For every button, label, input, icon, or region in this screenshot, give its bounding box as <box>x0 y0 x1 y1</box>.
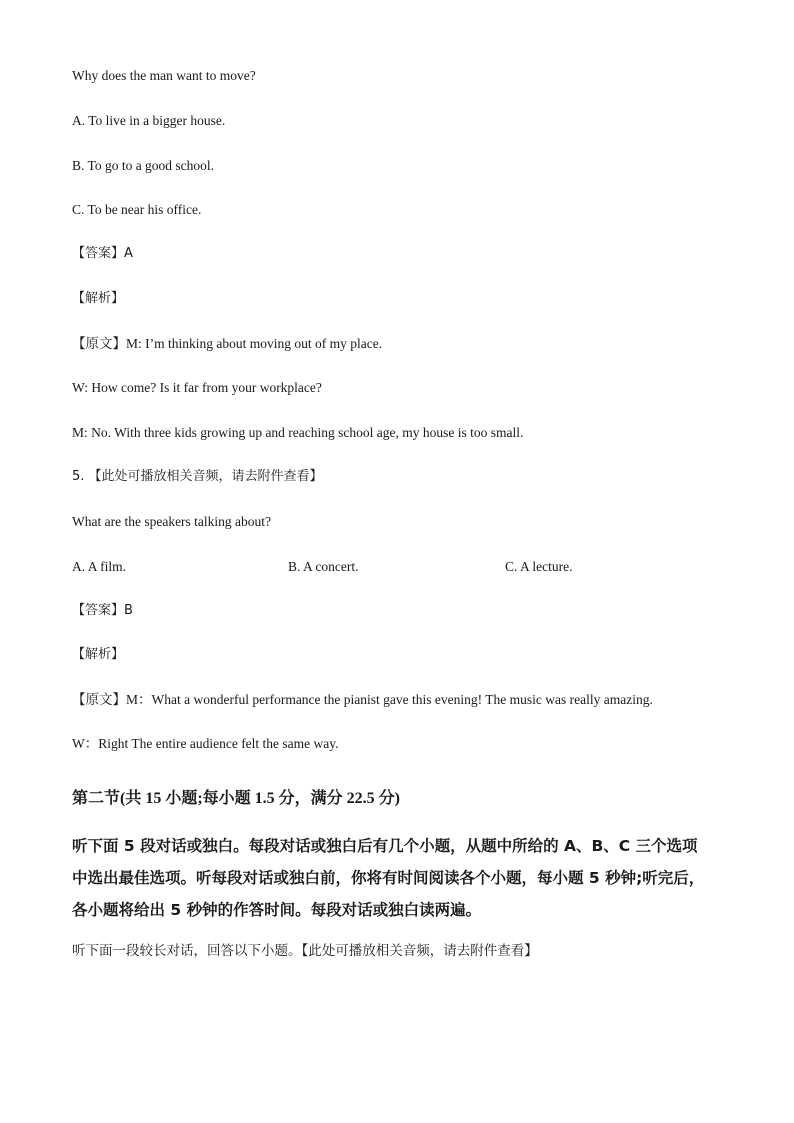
q4-option-a: A. To live in a bigger house. <box>72 113 226 128</box>
listen-prompt: 听下面一段较长对话，回答以下小题。【此处可播放相关音频，请去附件查看】 <box>72 943 538 959</box>
q4-question: Why does the man want to move? <box>72 68 256 83</box>
q5-transcript-line-2: W：Right The entire audience felt the same way. <box>72 736 339 751</box>
section-heading: 第二节(共 15 小题;每小题 1.5 分，满分 22.5 分) <box>72 790 400 807</box>
q4-option-c: C. To be near his office. <box>72 202 202 217</box>
q4-answer: 【答案】A <box>72 246 133 261</box>
q5-option-a: A. A film. <box>72 559 127 574</box>
q5-question: What are the speakers talking about? <box>72 514 272 529</box>
q5-options <box>72 558 722 576</box>
q4-analysis-label: 【解析】 <box>72 291 125 306</box>
instruction-line: 各小题将给出 5 秒钟的作答时间。每段对话或独白读两遍。 <box>72 901 482 919</box>
instruction-line: 听下面 5 段对话或独白。每段对话或独白后有几个小题，从题中所给的 A、B、C 三个选项 <box>72 837 698 855</box>
q5-option-c: C. A lecture. <box>505 559 573 574</box>
section-instructions <box>72 830 722 926</box>
instruction-line: 中选出最佳选项。听每段对话或独白前，你将有时间阅读各个小题，每小题 5 秒钟;听完后， <box>72 869 705 887</box>
q5-analysis-label: 【解析】 <box>72 647 125 662</box>
q4-transcript-line-1: 【原文】M: I’m thinking about moving out of my place. <box>72 336 383 351</box>
q5-audio-note: 5. 【此处可播放相关音频，请去附件查看】 <box>72 469 323 484</box>
q4-transcript-line-2: W: How come? Is it far from your workplace? <box>72 380 322 395</box>
q4-transcript-line-3: M: No. With three kids growing up and reaching school age, my house is too small. <box>72 425 524 440</box>
q5-option-b: B. A concert. <box>288 559 359 574</box>
q5-answer: 【答案】B <box>72 603 133 618</box>
q5-transcript-line-1: 【原文】M：What a wonderful performance the pianist gave this evening! The music was really amazing. <box>72 692 653 707</box>
q4-option-b: B. To go to a good school. <box>72 158 215 173</box>
